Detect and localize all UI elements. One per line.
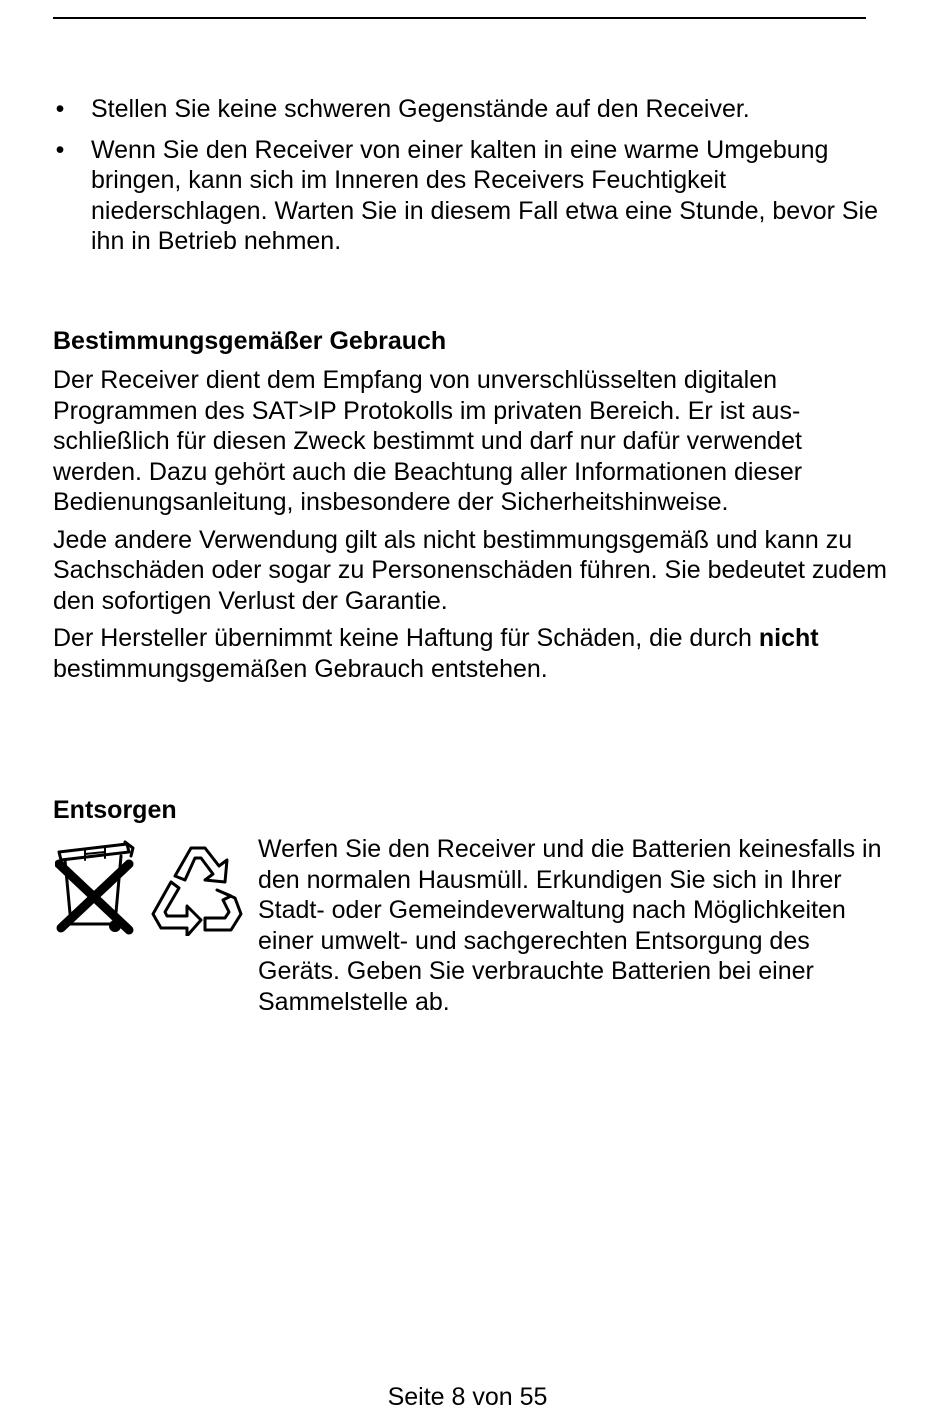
disposal-text: Werfen Sie den Receiver und die Batterien keinesfalls in den normalen Hausmüll. Erkundigen Sie sich in Ihrer Stadt- oder Gemeindeverwaltung nach Möglichkeiten einer umwelt- und sachgerechten Entsorgung des Geräts. Geben Sie verbrauchte Batterien bei einer Sammelstelle ab.	[258, 835, 882, 1016]
bullet-dot: •	[55, 95, 65, 123]
recycling-icon	[153, 848, 241, 936]
intended-use-paragraph-1: Der Receiver dient dem Empfang von unverschlüsselten digitalen Programmen des SAT>IP Protokolls im privaten Bereich. Er ist aus-schließlich für diesen Zweck bestimmt und darf nur dafür verwendet werden. Dazu gehört auch die Beachtung aller Informationen dieser Bedienungsanleitung, insbesondere der Sicherheitshinweise.	[53, 366, 803, 516]
bullet-text: Stellen Sie keine schweren Gegenstände auf den Receiver.	[91, 95, 750, 123]
intended-use-paragraph-3	[53, 623, 893, 684]
list-item	[53, 135, 893, 257]
paragraph-3-text-start: Der Hersteller übernimmt keine Haftung für Schäden, die durch	[53, 624, 759, 652]
bullet-text: Wenn Sie den Receiver von einer kalten in eine warme Umgebung bringen, kann sich im Inneren des Receivers Feuchtigkeit niederschlagen. Warten Sie in diesem Fall etwa eine Stunde, bevor Sie ihn in Betrieb nehmen.	[91, 135, 879, 255]
safety-bullet-list	[53, 94, 893, 267]
intended-use-section	[53, 365, 893, 691]
paragraph-3-emphasis: nicht	[758, 624, 819, 652]
bullet-dot: •	[55, 135, 65, 164]
paragraph-3-text-end: bestimmungsgemäßen Gebrauch entstehen.	[53, 654, 548, 683]
page-number: Seite 8 von 55	[387, 1383, 548, 1411]
list-item	[53, 94, 893, 125]
intended-use-heading: Bestimmungsgemäßer Gebrauch	[53, 327, 447, 355]
top-divider	[53, 17, 866, 19]
disposal-icons	[55, 838, 245, 936]
intended-use-paragraph-2: Jede andere Verwendung gilt als nicht bestimmungsgemäß und kann zu Sachschäden oder sogar zu Personenschäden führen. Sie bedeutet zudem den sofortigen Verlust der Garantie.	[53, 525, 887, 615]
crossed-out-wheelie-bin-icon	[59, 842, 133, 932]
disposal-heading: Entsorgen	[53, 796, 177, 824]
